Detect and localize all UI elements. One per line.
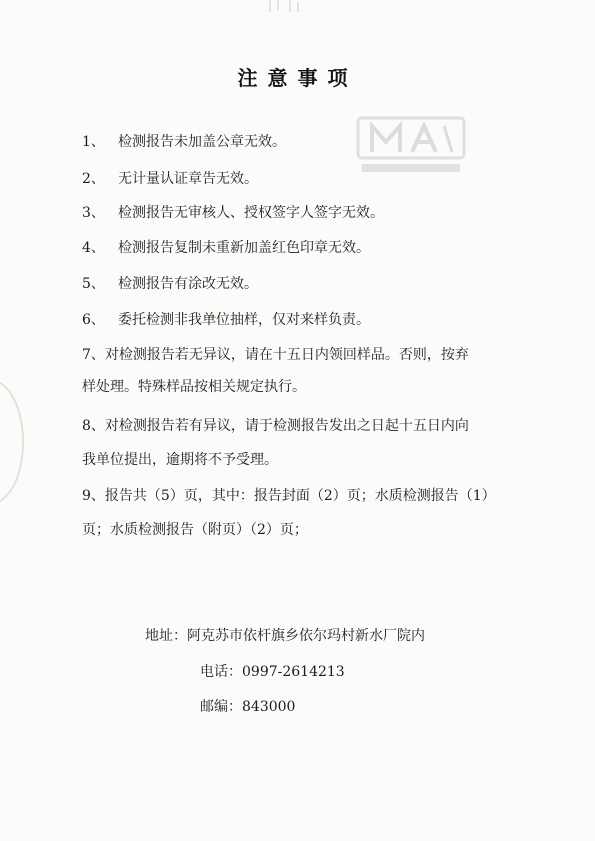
seal-edge-mark — [0, 380, 24, 504]
item-number: 6、 — [82, 312, 105, 328]
footer-address: 地址：阿克苏市依杆旗乡依尔玛村新水厂院内 — [145, 628, 425, 644]
footer-postcode: 邮编：843000 — [200, 699, 296, 715]
list-item — [82, 171, 258, 187]
bleed-through-mark — [264, 0, 304, 14]
item-number: 4、 — [82, 240, 105, 256]
list-item — [82, 240, 370, 256]
list-item-line: 9、报告共（5）页，其中：报告封面（2）页；水质检测报告（1） — [82, 488, 496, 504]
list-item — [82, 134, 286, 150]
item-text: 检测报告未加盖公章无效。 — [118, 134, 286, 150]
list-item — [82, 276, 258, 292]
item-text: 检测报告有涂改无效。 — [118, 276, 258, 292]
list-item-line: 页；水质检测报告（附页）（2）页； — [82, 522, 308, 538]
footer-phone: 电话：0997-2614213 — [200, 664, 345, 680]
item-text: 检测报告无审核人、授权签字人签字无效。 — [118, 205, 384, 221]
list-item — [82, 312, 370, 328]
list-item-line: 7、对检测报告若无异议，请在十五日内领回样品。否则，按弃 — [82, 347, 469, 363]
list-item — [82, 205, 384, 221]
cma-stamp-bleed — [352, 112, 470, 180]
list-item-line: 8、对检测报告若有异议，请于检测报告发出之日起十五日内向 — [82, 418, 469, 434]
item-text: 无计量认证章告无效。 — [118, 171, 258, 187]
item-number: 1、 — [82, 134, 105, 150]
list-item-line: 我单位提出，逾期将不予受理。 — [82, 452, 278, 468]
list-item-line: 样处理。特殊样品按相关规定执行。 — [82, 379, 306, 395]
item-number: 3、 — [82, 205, 105, 221]
item-number: 5、 — [82, 276, 105, 292]
item-number: 2、 — [82, 171, 105, 187]
item-text: 委托检测非我单位抽样，仅对来样负责。 — [118, 312, 370, 328]
item-text: 检测报告复制未重新加盖红色印章无效。 — [118, 240, 370, 256]
page-title: 注意事项 — [237, 66, 358, 90]
